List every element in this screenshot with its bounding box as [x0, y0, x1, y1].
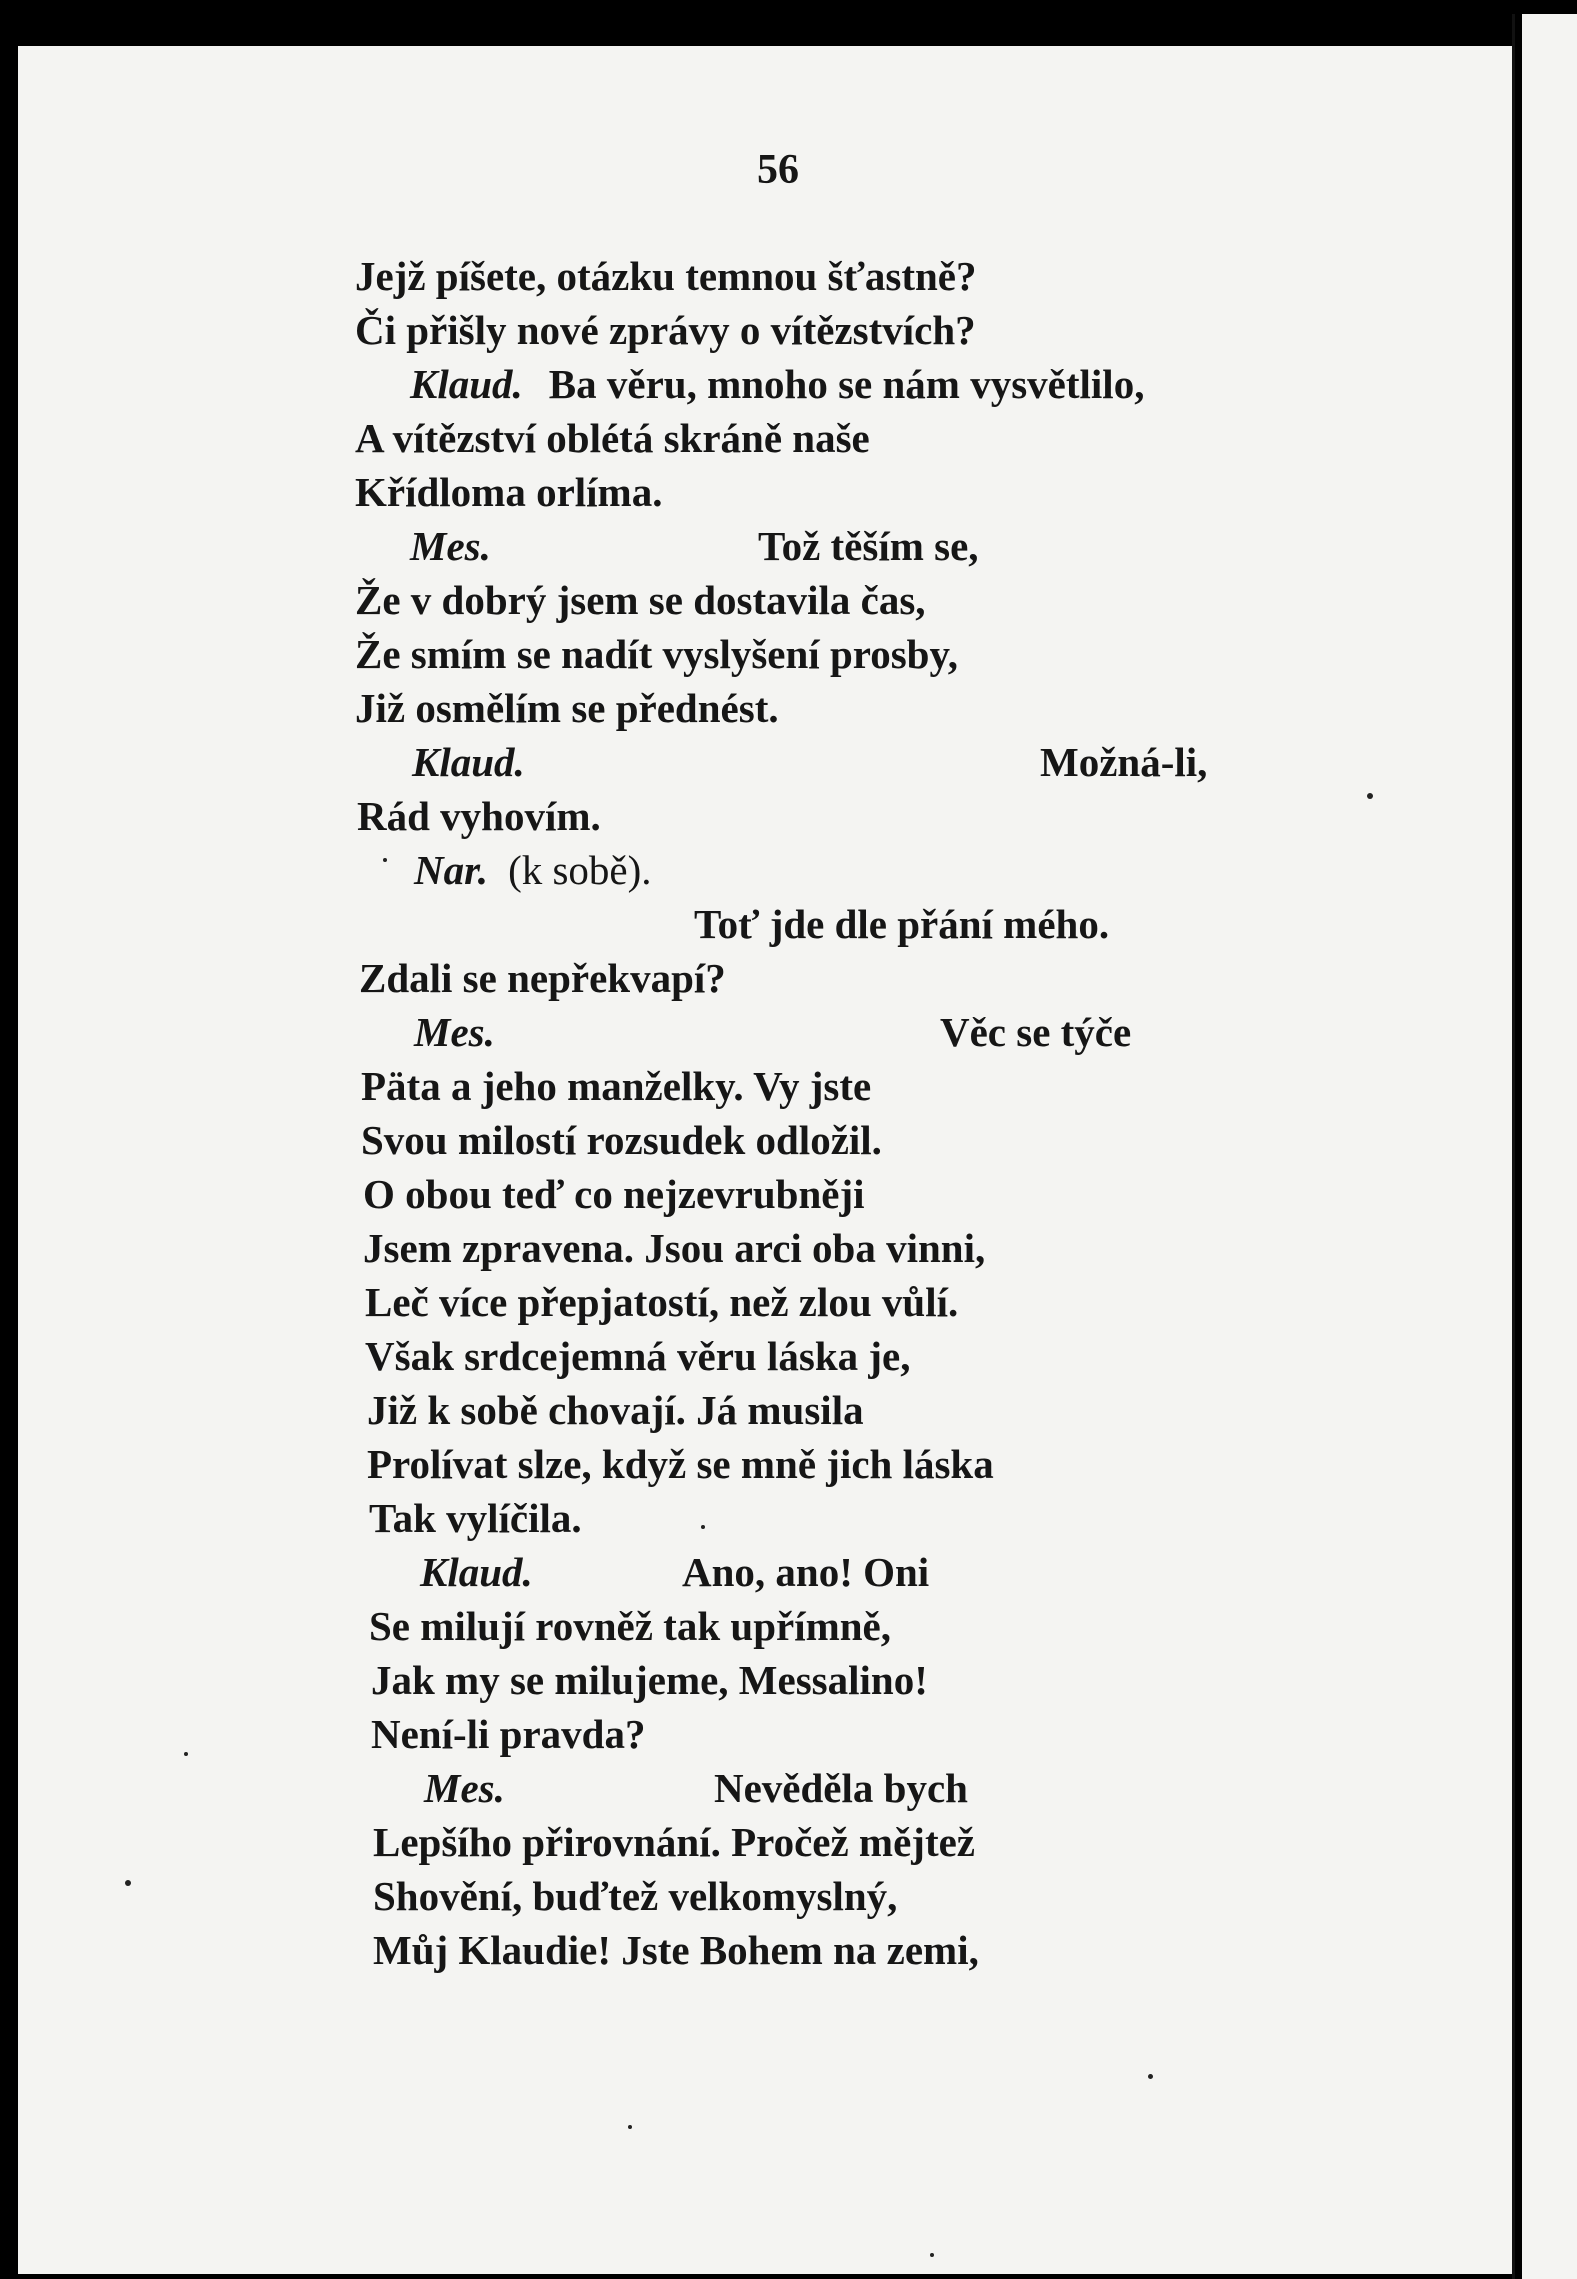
scan-speck [184, 1752, 188, 1756]
speaker-name: Mes. [424, 1765, 505, 1811]
speaker-name: Klaud. [420, 1549, 533, 1595]
verse-line: Päta a jeho manželky. Vy jste [361, 1063, 872, 1109]
verse-line: Že v dobrý jsem se dostavila čas, [355, 577, 926, 623]
verse-line: Klaud. Ano, ano! Oni [420, 1549, 930, 1595]
scan-speck [1367, 793, 1373, 799]
verse-line: Mes. Nevěděla bych [424, 1765, 968, 1811]
scan-speck [125, 1880, 131, 1886]
speaker-name: Klaud. [410, 361, 523, 407]
verse-line: Svou milostí rozsudek odložil. [361, 1117, 882, 1163]
verse-line: Však srdcejemná věru láska je, [365, 1333, 911, 1379]
verse-line: Mes. Tož těším se, [410, 523, 979, 569]
verse-line: Mes. Věc se týče [414, 1009, 1132, 1055]
verse-line: Jejž píšete, otázku temnou šťastně? [355, 253, 977, 299]
verse-line: Zdali se nepřekvapí? [359, 955, 726, 1001]
verse-line: Jsem zpravena. Jsou arci oba vinni, [363, 1225, 986, 1271]
verse-line: Již k sobě chovají. Já musila [367, 1387, 864, 1433]
verse-line: Lepšího přirovnání. Pročež mějtež [373, 1819, 975, 1865]
verse-line: Křídloma orlíma. [355, 469, 663, 515]
verse-line: Můj Klaudie! Jste Bohem na zemi, [373, 1927, 979, 1973]
verse-line: Leč více přepjatostí, než zlou vůlí. [365, 1279, 959, 1325]
verse-line: Klaud. Ba věru, mnoho se nám vysvětlilo, [410, 361, 1145, 407]
verse-line: O obou teď co nejzevrubněji [363, 1171, 865, 1217]
scan-speck [1148, 2074, 1153, 2079]
speaker-name: Klaud. [412, 739, 525, 785]
verse-line: Toť jde dle přání mého. [694, 901, 1110, 947]
verse-line: Že smím se nadít vyslyšení prosby, [355, 631, 958, 677]
verse-line: Rád vyhovím. [357, 793, 601, 839]
verse-line: Se milují rovněž tak upřímně, [369, 1603, 891, 1649]
scan-speck [383, 858, 387, 862]
scan-speck [628, 2125, 632, 2129]
scan-speck [930, 2253, 934, 2257]
verse-line: Klaud. Možná-li, [412, 739, 1208, 785]
verse-line: Není-li pravda? [371, 1711, 646, 1757]
verse-line: Tak vylíčila. [369, 1495, 582, 1541]
verse-line: Shovění, buďtež velkomyslný, [373, 1873, 898, 1919]
scan-speck [701, 1525, 705, 1529]
stage-direction: (k sobě). [508, 847, 652, 893]
verse-line: Již osmělím se přednést. [355, 685, 779, 731]
verse-line: Prolívat slze, když se mně jich láska [367, 1441, 994, 1487]
verse-line: Či přišly nové zprávy o vítězstvích? [355, 307, 976, 353]
verse-line [414, 847, 652, 893]
verse-line: A vítězství oblétá skráně naše [355, 415, 870, 461]
speaker-name: Mes. [414, 1009, 495, 1055]
speaker-name: Nar. [414, 847, 489, 893]
speaker-name: Mes. [410, 523, 491, 569]
page-number: 56 [757, 147, 799, 193]
verse-line: Jak my se milujeme, Messalino! [371, 1657, 928, 1703]
